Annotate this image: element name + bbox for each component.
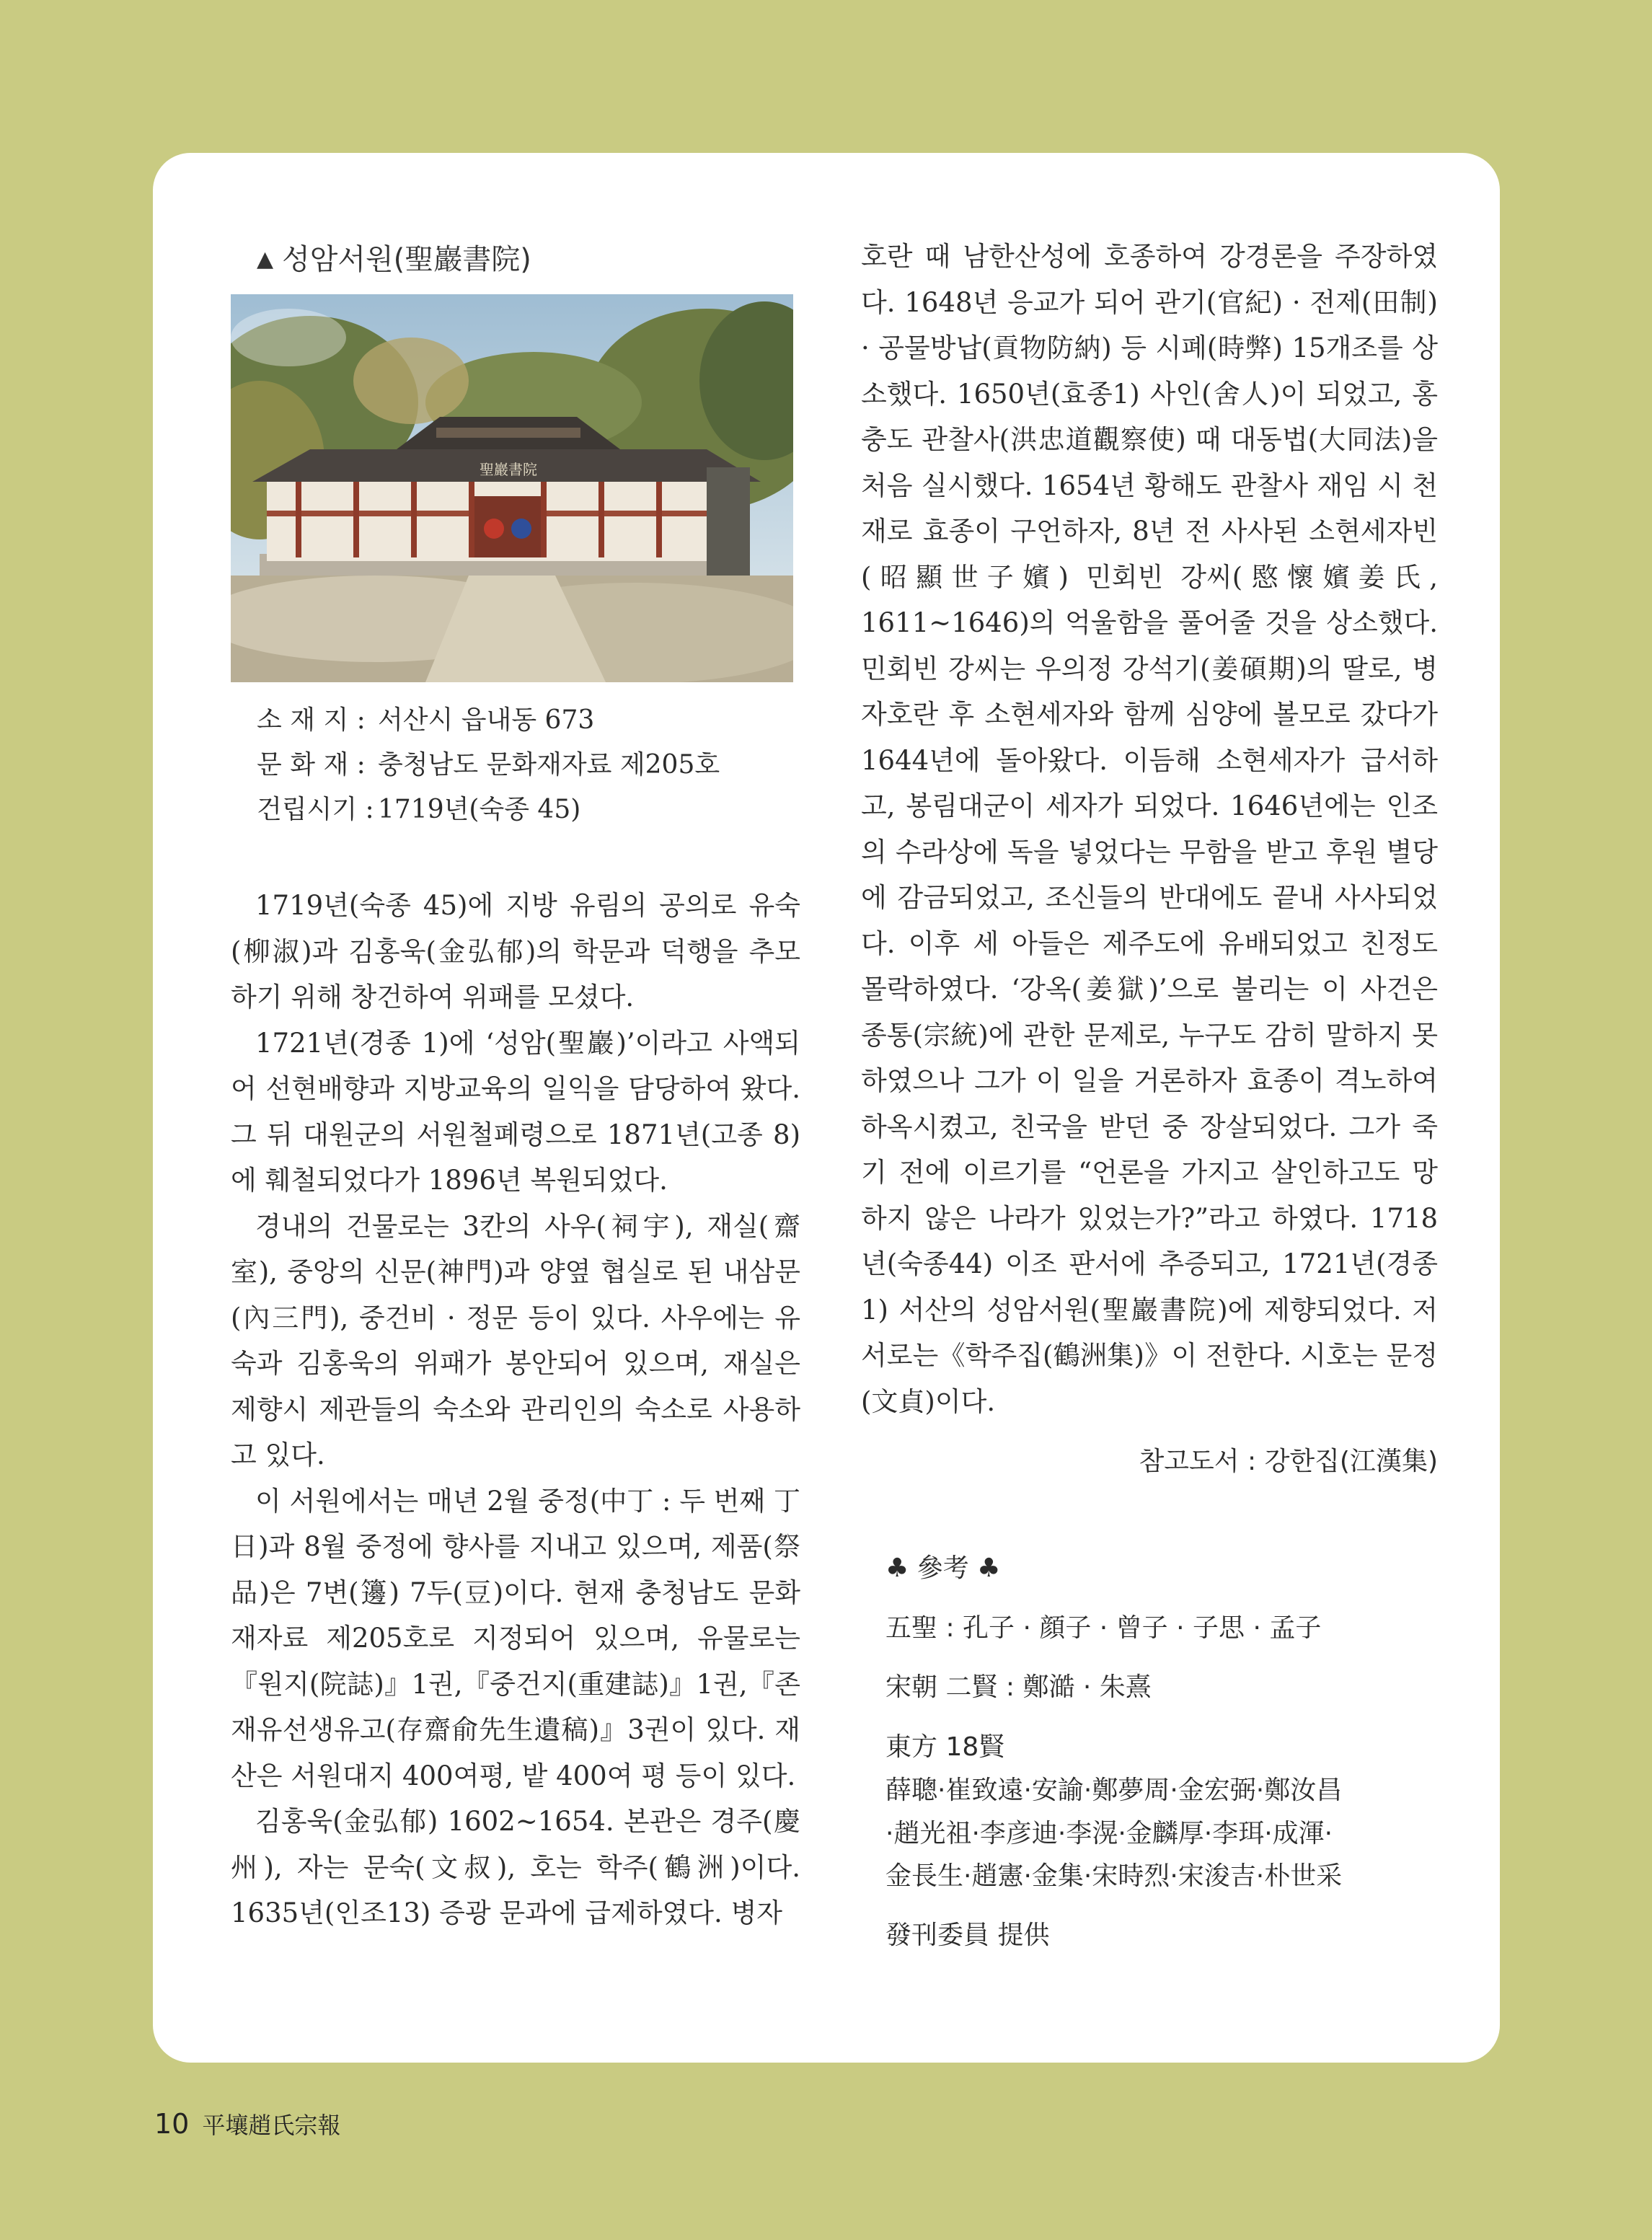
paragraph: 호란 때 남한산성에 호종하여 강경론을 주장하였다. 1648년 응교가 되어 관기(官紀) · 전제(田制) · 공물방납(貢物防納) 등 시폐(時弊) 15개조를 상소했다. 1650년(효종1) 사인(舍人)이 되었고, 홍충도 관찰사(洪忠道觀察使) 때 대동법(大同法)을 처음 실시했다. 1654년 황해도 관찰사 재임 시 천재로 효종이 구언하자, 8년 전 사사된 소현세자빈(昭顯世子嬪) 민회빈 강씨(愍懷嬪姜氏, 1611~1646)의 억울함을 풀어줄 것을 상소했다. 민회빈 강씨는 우의정 강석기(姜碩期)의 딸로, 병자호란 후 소현세자와 함께 심양에 볼모로 갔다가 1644년에 돌아왔다. 이듬해 소현세자가 급서하고, 봉림대군이 세자가 되었다. 1646년에는 인조의 수라상에 독을 넣었다는 무함을 받고 후원 별당에 감금되었고, 조신들의 반대에도 끝내 사사되었다. 이후 세 아들은 제주도에 유배되었고 친정도 몰락하였다. ‘강옥(姜獄)’으로 불리는 이 사건은 종통(宗統)에 관한 문제로, 누구도 감히 말하지 못하였으나 그가 이 일을 거론하자 효종이 격노하여 하옥시켰고, 친국을 받던 중 장살되었다. 그가 죽기 전에 이르기를 “언론을 가지고 살인하고도 망하지 않은 나라가 있었는가?”라고 하였다. 1718년(숙종44) 이조 판서에 추증되고, 1721년(경종1) 서산의 성암서원(聖巖書院)에 제향되었다. 저서로는《학주집(鶴洲集)》이 전한다. 시호는 문정(文貞)이다.	[861, 241, 1438, 1417]
paragraph: 1721년(경종 1)에 ‘성암(聖巖)’이라고 사액되어 선현배향과 지방교육의 일익을 담당하여 왔다. 그 뒤 대원군의 서원철폐령으로 1871년(고종 8)에 훼철되었다가 1896년 복원되었다.	[231, 1027, 800, 1196]
paragraph: 김홍욱(金弘郁) 1602~1654. 본관은 경주(慶州), 자는 문숙(文叔), 호는 학주(鶴洲)이다. 1635년(인조13) 증광 문과에 급제하였다. 병자	[231, 1806, 800, 1928]
paragraph: 이 서원에서는 매년 2월 중정(中丁 : 두 번째 丁日)과 8월 중정에 향사를 지내고 있으며, 제품(祭品)은 7변(籩) 7두(豆)이다. 현재 충청남도 문화재자료 제205호로 지정되어 있으며, 유물로는 『원지(院誌)』1권,『중건지(重建誌)』1권,『존재유선생유고(存齋俞先生遺稿)』3권이 있다. 재산은 서원대지 400여평, 밭 400여 평 등이 있다.	[231, 1485, 800, 1791]
paragraph: 경내의 건물로는 3칸의 사우(祠宇), 재실(齋室), 중앙의 신문(神門)과 양옆 협실로 된 내삼문(內三門), 중건비 · 정문 등이 있다. 사우에는 유숙과 김홍욱의 위패가 봉안되어 있으며, 재실은 제향시 제관들의 숙소와 관리인의 숙소로 사용하고 있다.	[231, 1210, 800, 1470]
page-footer	[154, 2107, 340, 2140]
left-body-text	[231, 883, 800, 1936]
provider-line: 發刊委員 提供	[885, 1921, 1050, 1950]
info-row-location	[257, 698, 800, 743]
signboard-text: 聖巖書院	[480, 461, 537, 478]
eastern-sages-line: 金長生·趙憲·金集·宋時烈·宋浚吉·朴世采	[885, 1861, 1343, 1891]
publication-name: 平壤趙氏宗報	[202, 2112, 341, 2139]
photo-illustration	[231, 294, 793, 682]
page-number: 10	[154, 2108, 190, 2140]
info-value: 서산시 읍내동 673	[378, 705, 595, 735]
reference-heading: ♣ 參考 ♣	[885, 1553, 1001, 1583]
info-key: 건립시기 :	[257, 795, 374, 824]
info-row-heritage	[257, 743, 800, 788]
eastern-sages-title: 東方 18賢	[885, 1732, 1005, 1762]
five-sages-line: 五聖 : 孔子 · 顔子 · 曾子 · 子思 · 孟子	[885, 1613, 1322, 1643]
site-info	[257, 698, 800, 832]
info-value: 1719년(숙종 45)	[378, 795, 581, 824]
song-sages-line: 宋朝 二賢 : 鄭澔 · 朱熹	[885, 1672, 1152, 1702]
photo-caption	[257, 239, 800, 294]
seongam-seowon-photo	[231, 294, 793, 682]
info-key: 소 재 지 :	[257, 705, 366, 735]
reference-box	[885, 1547, 1438, 1957]
triangle-icon: ▲	[257, 247, 274, 272]
reference-note: 참고도서 : 강한집(江漢集)	[1139, 1447, 1438, 1476]
right-column	[861, 234, 1438, 1974]
info-value: 충청남도 문화재자료 제205호	[378, 750, 720, 780]
info-row-built	[257, 788, 800, 832]
photo-caption-text: 성암서원(聖巖書院)	[282, 243, 531, 276]
paragraph: 1719년(숙종 45)에 지방 유림의 공의로 유숙(柳淑)과 김홍욱(金弘郁)의 학문과 덕행을 추모하기 위해 창건하여 위패를 모셨다.	[231, 890, 800, 1013]
eastern-sages-line: ·趙光祖·李彦迪·李滉·金麟厚·李珥·成渾·	[885, 1819, 1333, 1848]
left-column	[231, 239, 800, 1936]
content-card	[153, 153, 1500, 2063]
eastern-sages-line: 薛聰·崔致遠·安諭·鄭夢周·金宏弼·鄭汝昌	[885, 1776, 1343, 1805]
info-key: 문 화 재 :	[257, 750, 366, 780]
